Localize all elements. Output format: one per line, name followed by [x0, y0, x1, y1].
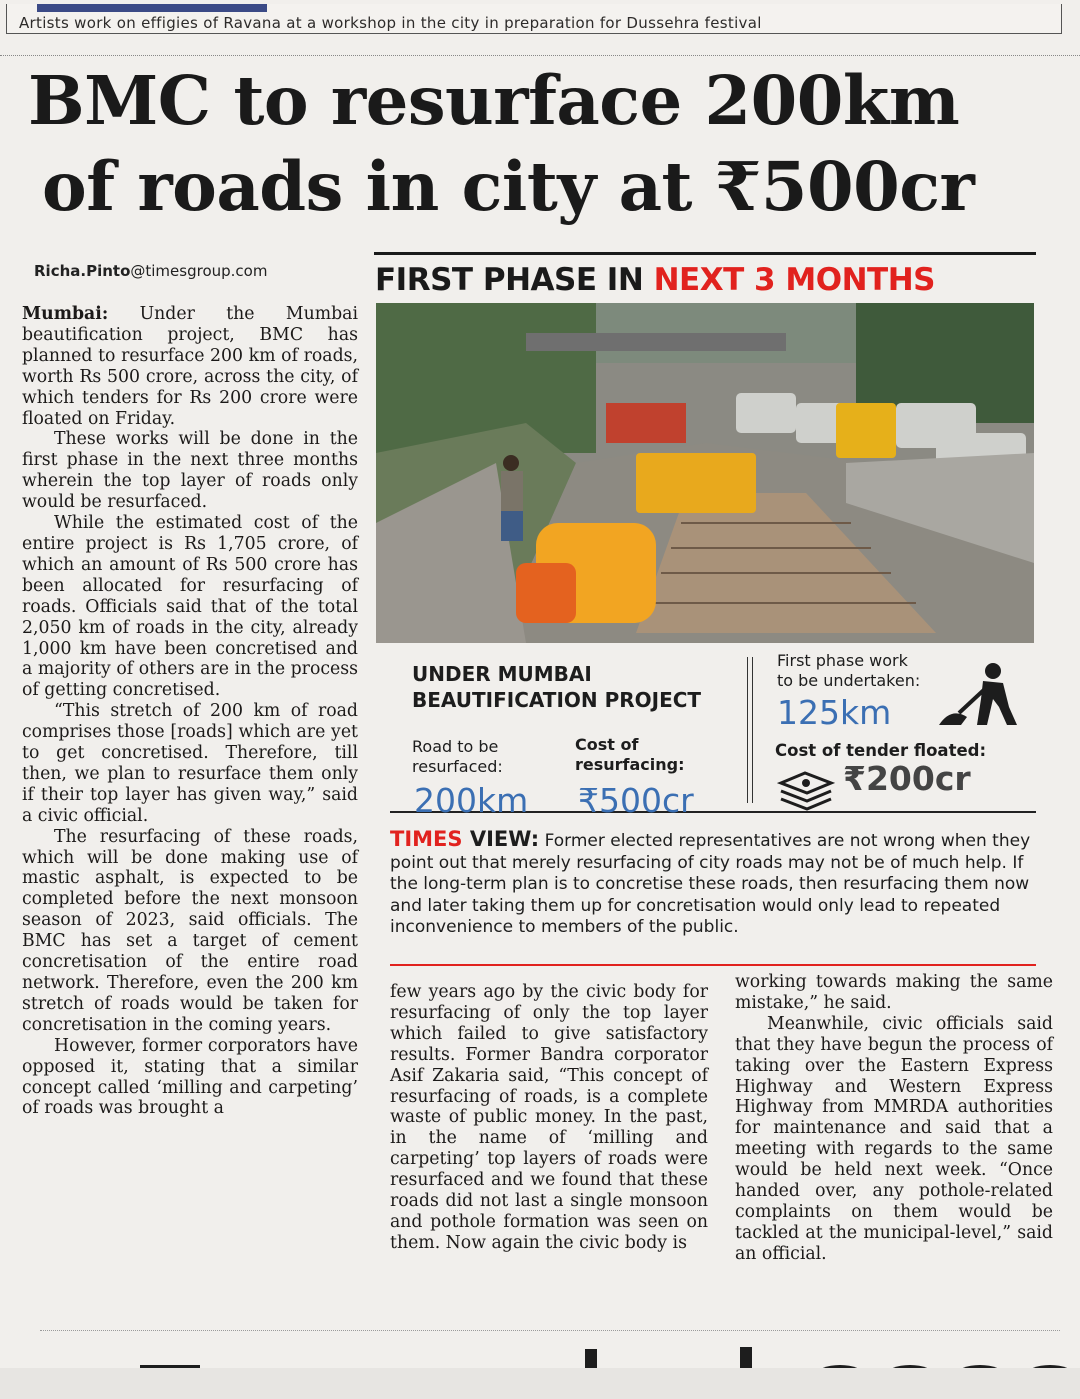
article-column-2 — [390, 982, 708, 1254]
article-column-1 — [22, 304, 358, 1119]
byline — [34, 262, 267, 280]
previous-photo-edge — [37, 4, 267, 12]
first-phase-value: 125km — [777, 693, 892, 732]
article-paragraph: few years ago by the civic body for resurfacing of only the top layer which failed to give satisfactory results. Former Bandra corporator Asif Zakaria said, “This concept of resurfacing of roads, is a complete waste of public money. In the past, in the name of ‘milling and carpeting’ top layers of roads were resurfaced and we found that these roads did not last a single monsoon and pothole formation was seen on them. Now again the civic body is — [390, 982, 708, 1253]
project-heading-line-1: UNDER MUMBAI — [412, 662, 592, 686]
road-photo-illustration — [376, 303, 1034, 643]
headline-line-2: of roads in city at ₹500cr — [42, 147, 975, 226]
times-view-rule — [390, 964, 1036, 966]
tender-label: Cost of tender floated: — [775, 741, 987, 760]
cost-label — [575, 735, 685, 775]
article-paragraph: working towards making the same mistake,” he said. — [735, 972, 1053, 1013]
headline — [28, 58, 1058, 230]
infographic-title — [375, 262, 935, 298]
project-info-box — [390, 647, 1036, 820]
byline-domain: @timesgroup.com — [130, 262, 268, 280]
project-heading-line-2: BEAUTIFICATION PROJECT — [412, 688, 702, 712]
first-phase-label-line-2: to be undertaken: — [777, 671, 921, 690]
article-column-3 — [735, 972, 1053, 1265]
times-view-label-black: VIEW: — [462, 827, 540, 851]
road-label-line-2: resurfaced: — [412, 757, 503, 776]
project-info-left — [412, 661, 752, 820]
section-divider — [0, 55, 1080, 56]
times-view-label-red: TIMES — [390, 827, 463, 851]
page-bottom-divider — [40, 1330, 1060, 1331]
first-phase-label-line-1: First phase work — [777, 651, 908, 670]
screenshot-bottom-band — [0, 1368, 1080, 1399]
article-paragraph: However, former corporators have opposed it, stating that a similar concept called ‘milling and carpeting’ of roads was brought a — [22, 1035, 358, 1119]
article-paragraph: While the estimated cost of the entire project is Rs 1,705 crore, of which an amount of Rs 500 crore has been allocated for resurfacing of roads. Officials said that of the total 2,050 km of roads in the city, already 1,000 km have been concretised and a majority of others are in the process of getting concretised. — [22, 513, 358, 701]
road-label — [412, 737, 503, 777]
byline-name: Richa.Pinto — [34, 262, 131, 280]
title-black: FIRST PHASE IN — [375, 262, 654, 298]
times-view-text: Former elected representatives are not wrong when they point out that merely resurfacing of city roads may not be of much help. If the long-term plan is to concretise these roads, then resurfacing them now and later taking them up for concretisation would only lead to repeated inconvenience to members of the public. — [390, 831, 1031, 937]
article-paragraph: The resurfacing of these roads, which will be done making use of mastic asphalt, is expected to be completed before the next monsoon season of 2023, said officials. The BMC has set a target of cement concretisation of the entire road network. Therefore, even the 200 km stretch of roads would be taken for concretisation in the coming years. — [22, 826, 358, 1035]
tender-value: ₹200cr — [843, 759, 971, 798]
times-view-box — [390, 829, 1040, 939]
title-red: NEXT 3 MONTHS — [653, 262, 935, 298]
dateline: Mumbai: — [22, 304, 109, 324]
project-heading — [412, 661, 752, 713]
article-paragraph: Meanwhile, civic officials said that they have begun the process of taking over the Eastern Express Highway and Western Express Highway from MMRDA authorities for maintenance and said that a meeting with regards to the same would be held next week. “Once handed over, any pothole-related complaints on them would be tackled at the municipal-level,” said an official. — [735, 1013, 1053, 1264]
article-text: Under the Mumbai beautification project, BMC has planned to resurface 200 km of roads, worth Rs 500 crore, across the city, of which tenders for Rs 200 crore were floated on Friday. — [22, 304, 358, 429]
road-label-line-1: Road to be — [412, 737, 499, 756]
headline-line-1: BMC to resurface 200km — [28, 61, 960, 140]
cost-label-line-1: Cost of — [575, 735, 639, 754]
cost-label-line-2: resurfacing: — [575, 755, 685, 774]
article-paragraph: These works will be done in the first phase in the next three months wherein the top layer of roads only would be resurfaced. — [22, 429, 358, 513]
article-paragraph: “This stretch of 200 km of road comprises those [roads] which are yet to get concretised. Therefore, till then, we plan to resurface them only if their top layer has given way,” said a civic official. — [22, 701, 358, 826]
infographic-top-rule — [374, 252, 1036, 255]
article-paragraph — [22, 304, 358, 429]
info-divider — [747, 657, 753, 803]
photo-caption: Artists work on effigies of Ravana at a workshop in the city in preparation for Dussehra festival — [19, 14, 762, 32]
road-resurfacing-photo — [376, 303, 1034, 643]
road-worker-icon — [933, 661, 1023, 729]
times-view-label — [390, 827, 539, 851]
photo-caption-bar — [6, 4, 1062, 34]
road-value: 200km — [414, 781, 529, 820]
cost-value: ₹500cr — [578, 781, 694, 820]
next-headline-edge — [80, 1345, 1080, 1368]
money-stack-icon — [777, 767, 835, 813]
